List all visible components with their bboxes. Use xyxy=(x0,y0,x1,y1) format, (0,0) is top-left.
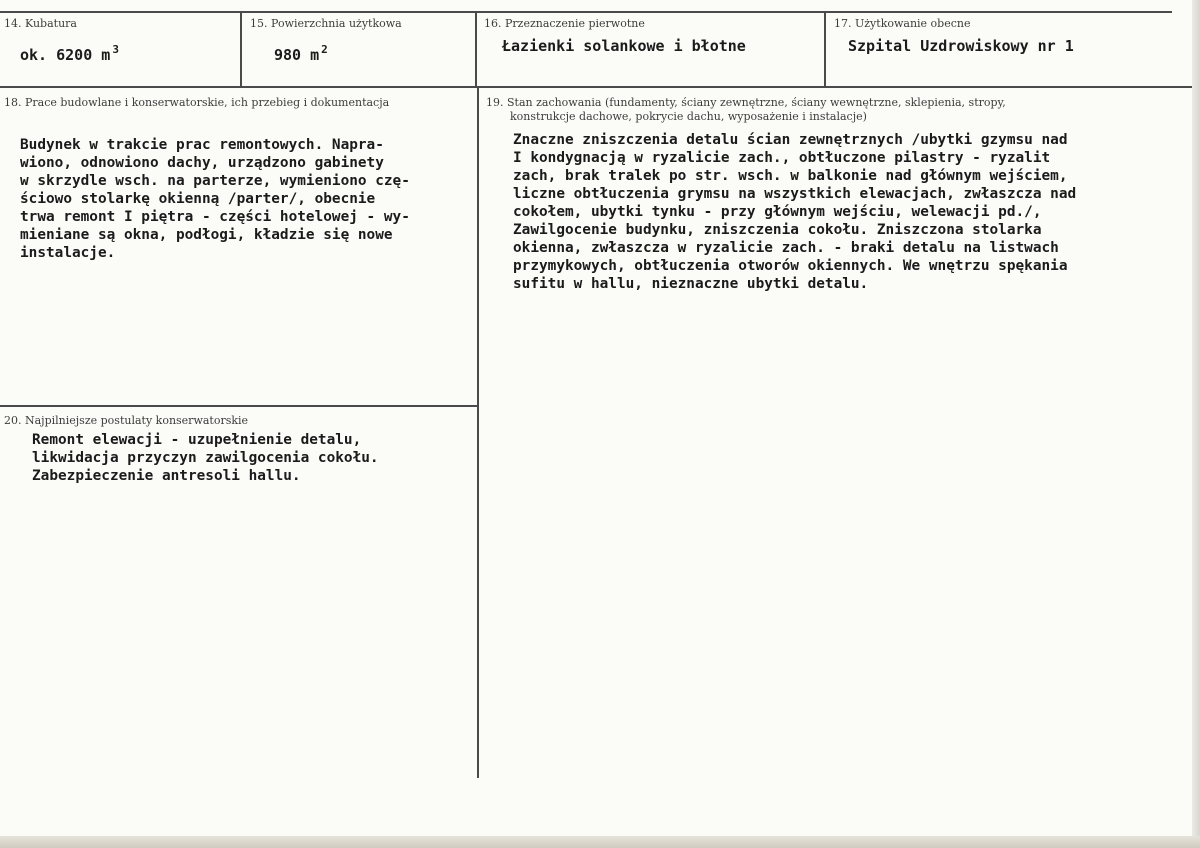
field-14-value xyxy=(20,43,119,64)
field-15-value-exponent: 2 xyxy=(321,43,328,56)
field-18-line: mieniane są okna, podłogi, kładzie się nowe xyxy=(20,227,393,243)
divider-14-15 xyxy=(240,11,242,87)
field-19-line: okienna, zwłaszcza w ryzalicie zach. - braki detalu na listwach xyxy=(513,240,1059,256)
field-19-text xyxy=(513,131,1076,293)
field-18-line: instalacje. xyxy=(20,245,116,261)
field-15-value-text: 980 m xyxy=(274,46,320,64)
field-20-text xyxy=(32,431,379,485)
divider-15-16 xyxy=(475,11,477,87)
field-20-label: 20. Najpilniejsze postulaty konserwatorskie xyxy=(4,414,249,427)
field-19-line: przymykowych, obtłuczenia otworów okiennych. We wnętrzu spękania xyxy=(513,258,1068,274)
field-18-text xyxy=(20,136,410,262)
field-19-line: cokołem, ubytki tynku - przy głównym wejściu, welewacji pd./, xyxy=(513,204,1042,220)
field-14-label: 14. Kubatura xyxy=(4,17,77,30)
field-18-label: 18. Prace budowlane i konserwatorskie, ich przebieg i dokumentacja xyxy=(4,96,390,109)
field-19-label-line-1: 19. Stan zachowania (fundamenty, ściany zewnętrzne, ściany wewnętrzne, sklepienia, stropy, xyxy=(486,96,1006,109)
field-18-line: Budynek w trakcie prac remontowych. Napra- xyxy=(20,137,384,153)
card-right-edge xyxy=(1192,0,1200,848)
section-18-20-divider xyxy=(0,405,478,407)
field-20-line: Remont elewacji - uzupełnienie detalu, xyxy=(32,432,362,448)
field-18-line: trwa remont I piętra - części hotelowej - wy- xyxy=(20,209,410,225)
divider-left-right-columns xyxy=(477,86,479,778)
field-16-value: Łazienki solankowe i błotne xyxy=(502,37,746,55)
field-19-line: I kondygnacją w ryzalicie zach., obtłuczone pilastry - ryzalit xyxy=(513,150,1051,166)
divider-16-17 xyxy=(824,11,826,87)
field-20-line: likwidacja przyczyn zawilgocenia cokołu. xyxy=(32,450,379,466)
field-19-line: sufitu w hallu, nieznaczne ubytki detalu. xyxy=(513,276,869,292)
field-18-line: ściowo stolarkę okienną /parter/, obecnie xyxy=(20,191,376,207)
top-border xyxy=(0,11,1172,13)
field-19-line: Zawilgocenie budynku, zniszczenia cokołu. Zniszczona stolarka xyxy=(513,222,1042,238)
field-14-value-text: ok. 6200 m xyxy=(20,46,111,64)
field-15-label: 15. Powierzchnia użytkowa xyxy=(250,17,402,30)
field-16-label: 16. Przeznaczenie pierwotne xyxy=(484,17,645,30)
field-14-value-exponent: 3 xyxy=(112,43,119,56)
field-19-line: Znaczne zniszczenia detalu ścian zewnętrznych /ubytki gzymsu nad xyxy=(513,132,1068,148)
field-15-value xyxy=(274,43,328,64)
card-bottom-edge xyxy=(0,836,1200,848)
header-row-divider xyxy=(0,86,1200,88)
field-20-line: Zabezpieczenie antresoli hallu. xyxy=(32,468,301,484)
field-19-line: zach, brak tralek po str. wsch. w balkonie nad głównym wejściem, xyxy=(513,168,1068,184)
field-17-value: Szpital Uzdrowiskowy nr 1 xyxy=(848,37,1074,55)
field-19-line: liczne obtłuczenia grymsu na wszystkich elewacjach, zwłaszcza nad xyxy=(513,186,1077,202)
field-18-line: w skrzydle wsch. na parterze, wymieniono czę- xyxy=(20,173,410,189)
field-17-label: 17. Użytkowanie obecne xyxy=(834,17,971,30)
field-19-label-line-2: konstrukcje dachowe, pokrycie dachu, wyposażenie i instalacje) xyxy=(510,110,867,123)
field-18-line: wiono, odnowiono dachy, urządzono gabinety xyxy=(20,155,384,171)
